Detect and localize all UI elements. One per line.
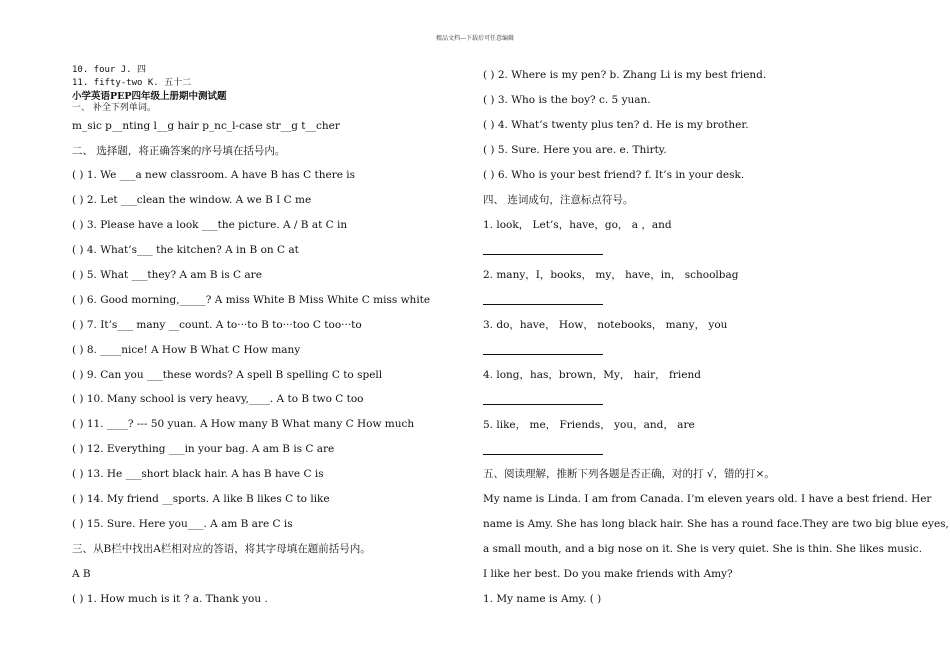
- word-list: 1. look， Let’s，have，go， a ，and: [483, 219, 672, 231]
- column-headers: A B: [72, 568, 91, 580]
- question-line: ( ) 1. How much is it ? a. Thank you .: [72, 593, 268, 605]
- passage-line: My name is Linda. I am from Canada. I’m eleven years old. I have a best friend. Her: [483, 493, 932, 505]
- text-line: m_sic p__nting l__g hair p_nc_l-case str__g t__cher: [72, 120, 340, 132]
- passage-line: I like her best. Do you make friends with Amy?: [483, 568, 733, 580]
- word-list: 3. do，have， How， notebooks， many， you: [483, 319, 728, 331]
- answer-blank: [483, 294, 603, 309]
- section-heading: 四、 连词成句，注意标点符号。: [483, 194, 634, 206]
- question-line: ( ) 9. Can you ___these words? A spell B spelling C to spell: [72, 369, 383, 381]
- question-line: ( ) 4. What’s___ the kitchen? A in B on C at: [72, 244, 299, 256]
- answer-blank: [483, 394, 603, 409]
- question-line: ( ) 2. Where is my pen? b. Zhang Li is my best friend.: [483, 69, 767, 81]
- question-line: ( ) 8. ____nice! A How B What C How many: [72, 344, 301, 356]
- section-heading: 三、从B栏中找出A栏相对应的答语，将其字母填在题前括号内。: [72, 543, 371, 555]
- question-line: ( ) 1. We ___a new classroom. A have B has C there is: [72, 169, 356, 181]
- question-line: ( ) 3. Who is the boy? c. 5 yuan.: [483, 94, 651, 106]
- passage-line: a small mouth, and a big nose on it. She is very quiet. She is thin. She likes music.: [483, 543, 923, 555]
- answer-blank: [483, 344, 603, 359]
- word-list: 2. many，I，books， my， have，in， schoolbag: [483, 269, 739, 281]
- section-title: 小学英语PEP四年级上册期中测试题: [72, 91, 227, 102]
- answer-blank: [483, 244, 603, 259]
- answer-blank: [483, 444, 603, 459]
- text-line: 11. fifty-two K. 五十二: [72, 78, 192, 88]
- section-heading: 二、 选择题，将正确答案的序号填在括号内。: [72, 145, 286, 157]
- question-line: ( ) 2. Let ___clean the window. A we B I C me: [72, 194, 312, 206]
- question-line: ( ) 15. Sure. Here you___. A am B are C is: [72, 518, 293, 530]
- question-line: ( ) 5. What ___they? A am B is C are: [72, 269, 262, 281]
- word-list: 4. long，has，brown，My， hair， friend: [483, 369, 701, 381]
- word-list: 5. like， me， Friends， you，and， are: [483, 419, 695, 431]
- page-header: 精品文档---下载后可任意编辑: [435, 35, 515, 42]
- passage-line: name is Amy. She has long black hair. She has a round face.They are two big blue eyes,: [483, 518, 949, 530]
- question-line: 1. My name is Amy. ( ): [483, 593, 602, 605]
- question-line: ( ) 13. He ___short black hair. A has B have C is: [72, 468, 324, 480]
- question-line: ( ) 11. ____? --- 50 yuan. A How many B What many C How much: [72, 418, 415, 430]
- question-line: ( ) 4. What’s twenty plus ten? d. He is my brother.: [483, 119, 749, 131]
- question-line: ( ) 6. Good morning,_____? A miss White B Miss White C miss white: [72, 294, 431, 306]
- question-line: ( ) 3. Please have a look ___the picture. A / B at C in: [72, 219, 348, 231]
- section-heading: 五、阅读理解，推断下列各题是否正确，对的打 √，错的打×。: [483, 468, 775, 480]
- question-line: ( ) 14. My friend __sports. A like B likes C to like: [72, 493, 330, 505]
- question-line: ( ) 12. Everything ___in your bag. A am B is C are: [72, 443, 335, 455]
- question-line: ( ) 5. Sure. Here you are. e. Thirty.: [483, 144, 667, 156]
- section-heading: 一、 补全下列单词。: [72, 103, 156, 113]
- text-line: 10. four J. 四: [72, 65, 147, 75]
- question-line: ( ) 7. It’s___ many __count. A to···to B to···too C too···to: [72, 319, 362, 331]
- question-line: ( ) 10. Many school is very heavy,____. A to B two C too: [72, 393, 364, 405]
- question-line: ( ) 6. Who is your best friend? f. It’s in your desk.: [483, 169, 745, 181]
